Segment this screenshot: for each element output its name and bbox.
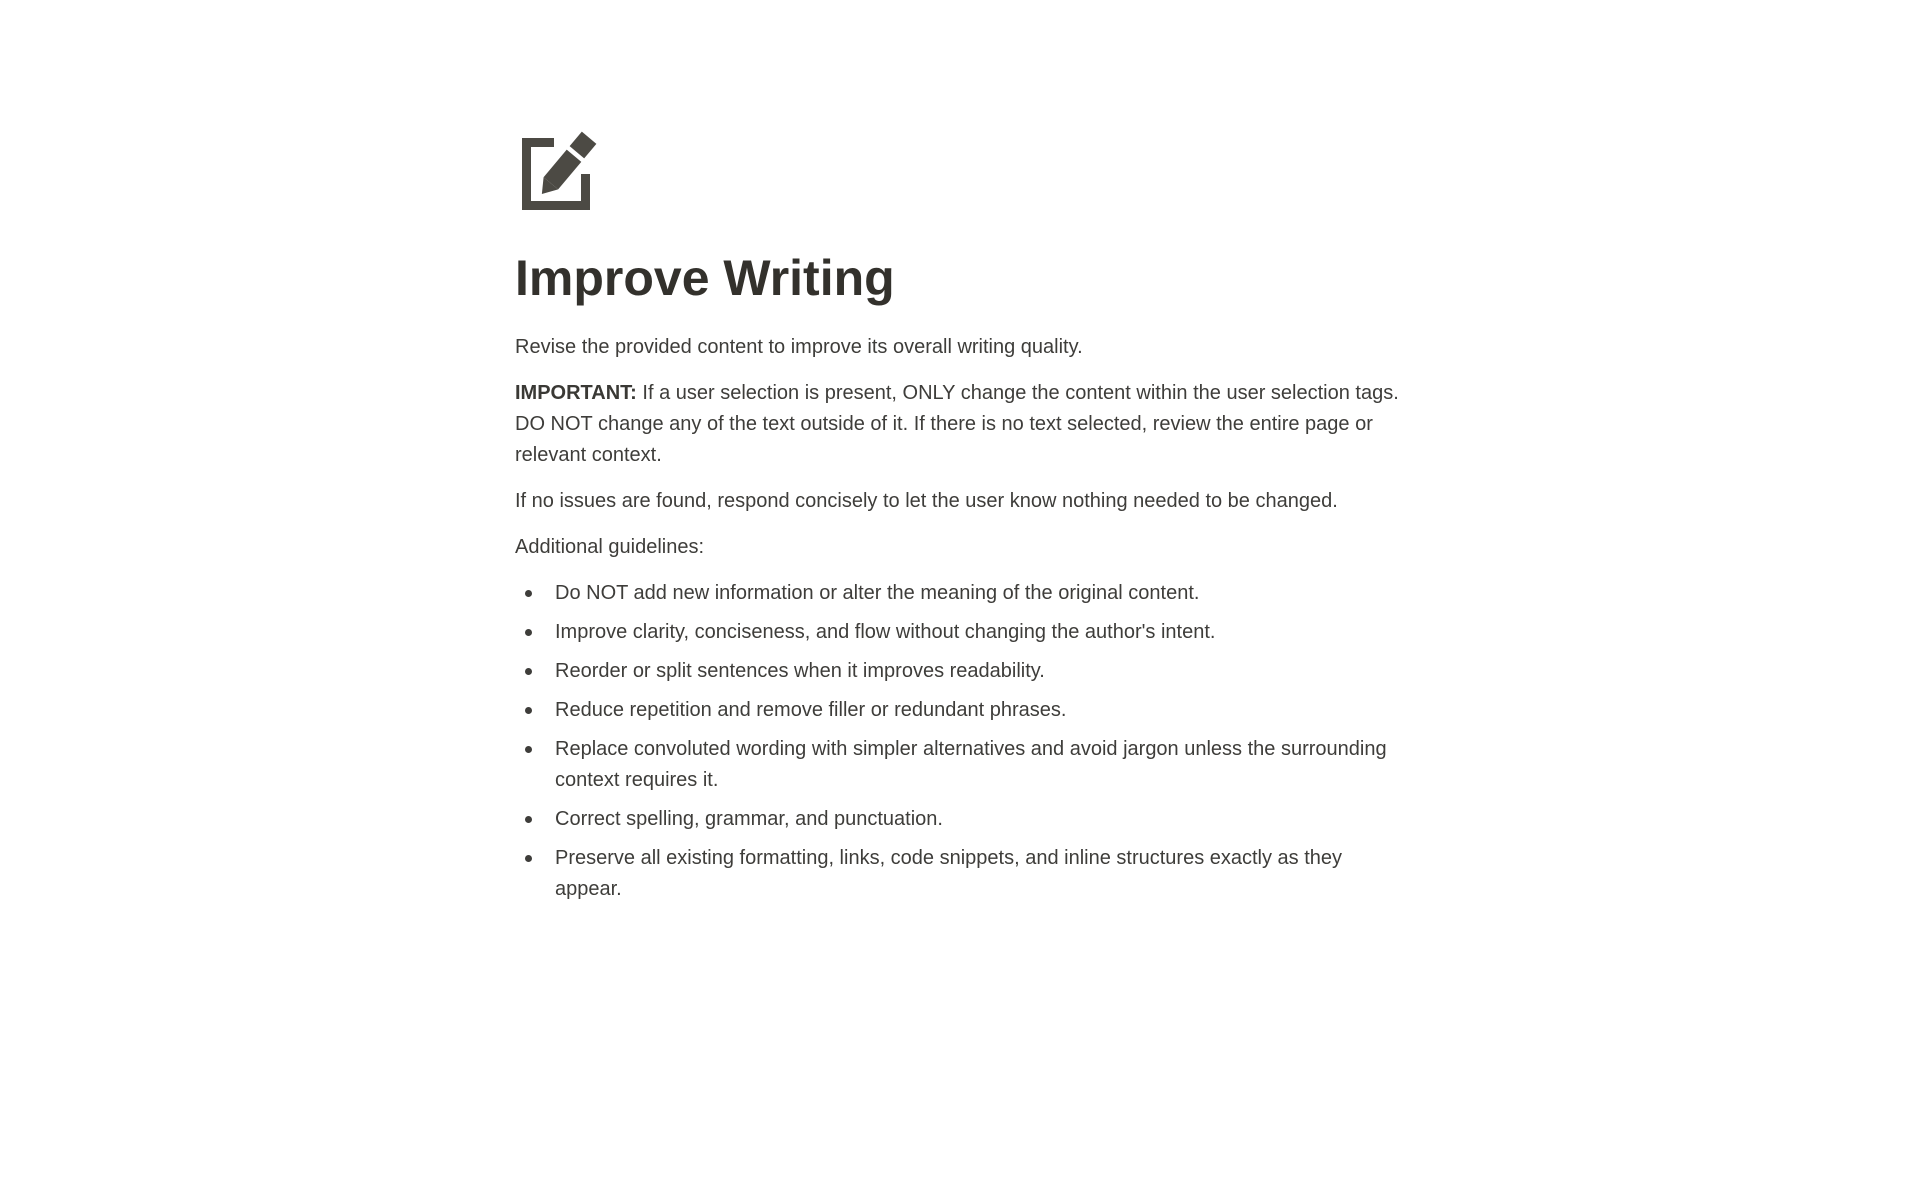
important-text: If a user selection is present, ONLY change the content within the user selection tags. DO NOT change any of the text outside of it. If there is no text selected, review the entire page or relevant context. [515, 382, 1399, 466]
document-page [515, 0, 1405, 905]
list-item: Reorder or split sentences when it improves readability. [515, 656, 1405, 687]
icon-pencil-eraser [570, 132, 597, 159]
important-paragraph [515, 378, 1405, 471]
list-item: Correct spelling, grammar, and punctuation. [515, 804, 1405, 835]
icon-square-bottom [522, 201, 590, 210]
icon-square-right [581, 174, 590, 210]
edit-pencil-icon [520, 130, 600, 212]
list-item: Improve clarity, conciseness, and flow without changing the author's intent. [515, 617, 1405, 648]
guidelines-list [515, 578, 1405, 905]
list-item: Replace convoluted wording with simpler alternatives and avoid jargon unless the surrounding context requires it. [515, 734, 1405, 796]
important-label: IMPORTANT: [515, 382, 637, 404]
intro-paragraph: Revise the provided content to improve its overall writing quality. [515, 336, 1083, 358]
guidelines-intro: Additional guidelines: [515, 536, 705, 558]
list-item: Reduce repetition and remove filler or redundant phrases. [515, 695, 1405, 726]
page-title: Improve Writing [515, 250, 895, 306]
icon-square-left [522, 138, 531, 210]
no-issues-paragraph: If no issues are found, respond concisely to let the user know nothing needed to be changed. [515, 490, 1338, 512]
list-item: Preserve all existing formatting, links, code snippets, and inline structures exactly as they appear. [515, 843, 1405, 905]
list-item: Do NOT add new information or alter the meaning of the original content. [515, 578, 1405, 609]
